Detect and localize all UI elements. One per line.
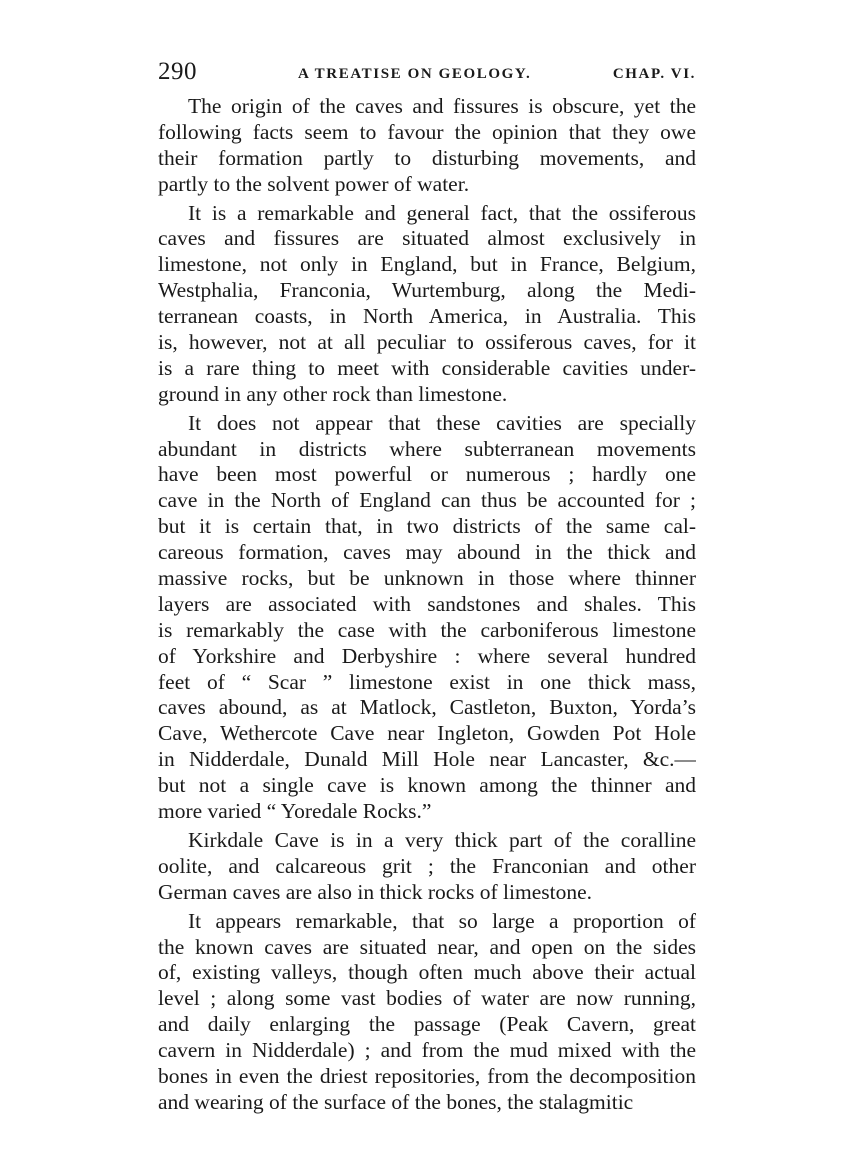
text-line: German caves are also in thick rocks of limestone.: [158, 879, 593, 904]
text-line: following facts seem to favour the opinion that they owe: [158, 119, 696, 144]
text-line: partly to the solvent power of water.: [158, 171, 470, 196]
text-line: It is a remarkable and general fact, that the ossiferous: [188, 200, 696, 225]
text-line: The origin of the caves and fissures is obscure, yet the: [188, 94, 696, 118]
text-line: the known caves are situated near, and open on the sides: [158, 934, 696, 959]
text-line: in Nidderdale, Dunald Mill Hole near Lancaster, &c.—: [158, 747, 696, 772]
book-page: [158, 58, 696, 1119]
text-line: careous formation, caves may abound in the thick and: [158, 540, 696, 565]
paragraph: [158, 411, 696, 825]
paragraph: [158, 201, 696, 408]
paragraph: [158, 909, 696, 1116]
text-line: oolite, and calcareous grit ; the Franconian and other: [158, 853, 696, 878]
text-line: of, existing valleys, though often much above their actual: [158, 960, 696, 985]
text-line: more varied “ Yoredale Rocks.”: [158, 799, 432, 824]
text-line: It does not appear that these cavities are specially: [188, 410, 696, 435]
page-number: 290: [158, 58, 197, 85]
text-line: It appears remarkable, that so large a proportion of: [188, 908, 696, 933]
text-line: Westphalia, Franconia, Wurtemburg, along the Medi-: [158, 278, 696, 303]
text-line: bones in even the driest repositories, from the decomposition: [158, 1063, 696, 1088]
text-line: abundant in districts where subterranean movements: [158, 436, 696, 461]
text-line: cave in the North of England can thus be accounted for ;: [158, 488, 696, 513]
text-line: and daily enlarging the passage (Peak Cavern, great: [158, 1012, 696, 1037]
text-line: caves abound, as at Matlock, Castleton, Buxton, Yorda’s: [158, 695, 696, 720]
body-text: [158, 94, 696, 1116]
text-line: Cave, Wethercote Cave near Ingleton, Gowden Pot Hole: [158, 721, 696, 746]
text-line: caves and fissures are situated almost exclusively in: [158, 226, 696, 251]
text-line: is a rare thing to meet with considerable cavities under-: [158, 355, 696, 380]
text-line: but not a single cave is known among the thinner and: [158, 773, 696, 798]
paragraph: [158, 94, 696, 198]
text-line: is, however, not at all peculiar to ossiferous caves, for it: [158, 330, 696, 355]
text-line: layers are associated with sandstones and shales. This: [158, 591, 696, 616]
text-line: have been most powerful or numerous ; hardly one: [158, 462, 696, 487]
text-line: massive rocks, but be unknown in those where thinner: [158, 566, 696, 591]
text-line: limestone, not only in England, but in France, Belgium,: [158, 252, 696, 277]
paragraph: [158, 828, 696, 906]
text-line: level ; along some vast bodies of water are now running,: [158, 986, 696, 1011]
text-line: and wearing of the surface of the bones, the stalagmitic: [158, 1089, 634, 1114]
running-head: [158, 58, 696, 94]
text-line: but it is certain that, in two districts of the same cal-: [158, 514, 696, 539]
text-line: is remarkably the case with the carboniferous limestone: [158, 617, 696, 642]
text-line: Kirkdale Cave is in a very thick part of the coralline: [188, 827, 696, 852]
text-line: feet of “ Scar ” limestone exist in one thick mass,: [158, 669, 696, 694]
text-line: cavern in Nidderdale) ; and from the mud mixed with the: [158, 1038, 696, 1063]
chapter-label: CHAP. VI.: [612, 66, 696, 82]
text-line: their formation partly to disturbing movements, and: [158, 145, 696, 170]
text-line: terranean coasts, in North America, in Australia. This: [158, 304, 696, 329]
running-title: A TREATISE ON GEOLOGY.: [298, 66, 532, 82]
text-line: ground in any other rock than limestone.: [158, 381, 508, 406]
text-line: of Yorkshire and Derbyshire : where several hundred: [158, 643, 696, 668]
